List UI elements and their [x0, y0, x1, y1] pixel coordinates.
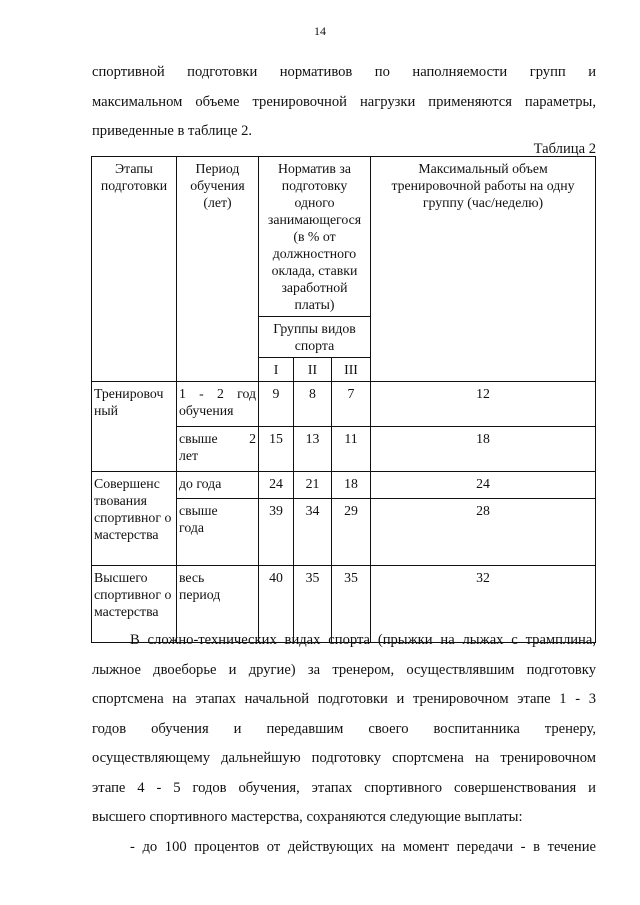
value-cell: 35	[332, 566, 371, 643]
period-line: года	[179, 520, 204, 535]
period-line: период	[179, 587, 221, 602]
body-line: этапе 4 - 5 годов обучения, этапах спортивного совершенствования и	[92, 779, 596, 796]
body-line: осуществляющему дальнейшую подготовку спортсмена на тренировочном	[92, 750, 596, 766]
header-stage: Этапы подготовки	[92, 157, 177, 382]
header-max: Максимальный объем тренировочной работы на одну группу (час/неделю)	[371, 157, 596, 382]
value-cell: 8	[294, 382, 332, 427]
max-cell: 24	[371, 472, 596, 499]
body-line: В сложно-технических видах спорта (прыжки на лыжах с трамплина,	[130, 632, 596, 648]
table-caption: Таблица 2	[533, 141, 596, 157]
value-cell: 21	[294, 472, 332, 499]
period-line: свыше 2	[179, 431, 256, 446]
period-line: обучения	[179, 403, 234, 418]
header-norm: Норматив за подготовку одного занимающегося (в % от должностного оклада, ставки заработной платы)	[259, 157, 371, 317]
period-cell	[177, 427, 259, 472]
body-line: спортсмена на этапах начальной подготовки и тренировочном этапе 1 - 3	[92, 691, 596, 707]
period-line: лет	[179, 448, 199, 463]
stage-cell: Тренировоч ный	[92, 382, 177, 472]
period-line: свыше	[179, 503, 218, 518]
body-line: высшего спортивного мастерства, сохраняются следующие выплаты:	[92, 809, 523, 825]
header-period: Период обучения (лет)	[177, 157, 259, 382]
value-cell: 35	[294, 566, 332, 643]
max-cell: 18	[371, 427, 596, 472]
period-line: весь	[179, 570, 205, 585]
value-cell: 18	[332, 472, 371, 499]
period-cell	[177, 499, 259, 566]
stage-cell: Совершенс твования спортивног о мастерства	[92, 472, 177, 566]
intro-line: приведенные в таблице 2.	[92, 123, 253, 139]
value-cell: 34	[294, 499, 332, 566]
value-cell: 13	[294, 427, 332, 472]
norms-table	[91, 156, 596, 643]
period-line: до года	[179, 476, 222, 491]
value-cell: 40	[259, 566, 294, 643]
value-cell: 39	[259, 499, 294, 566]
value-cell: 15	[259, 427, 294, 472]
max-cell: 12	[371, 382, 596, 427]
intro-paragraph	[92, 58, 596, 147]
page-number: 14	[314, 24, 326, 38]
body-line: годов обучения и передавшим своего воспитанника тренеру,	[92, 720, 596, 737]
period-cell	[177, 382, 259, 427]
period-cell	[177, 472, 259, 499]
max-cell: 28	[371, 499, 596, 566]
intro-line: максимальном объеме тренировочной нагрузки применяются параметры,	[92, 93, 596, 110]
value-cell: 29	[332, 499, 371, 566]
header-group-1: I	[259, 358, 294, 382]
stage-cell: Высшего спортивног о мастерства	[92, 566, 177, 643]
value-cell: 24	[259, 472, 294, 499]
body-line: - до 100 процентов от действующих на момент передачи - в течение	[130, 838, 596, 855]
value-cell: 7	[332, 382, 371, 427]
header-group-2: II	[294, 358, 332, 382]
period-line: 1 - 2 год	[179, 386, 256, 401]
header-group-3: III	[332, 358, 371, 382]
body-paragraph	[92, 626, 596, 862]
value-cell: 11	[332, 427, 371, 472]
body-line: лыжное двоеборье и другие) за тренером, осуществлявшим подготовку	[92, 661, 596, 678]
max-cell: 32	[371, 566, 596, 643]
intro-line: спортивной подготовки нормативов по наполняемости групп и	[92, 64, 596, 80]
value-cell: 9	[259, 382, 294, 427]
header-groups: Группы видов спорта	[259, 317, 371, 358]
